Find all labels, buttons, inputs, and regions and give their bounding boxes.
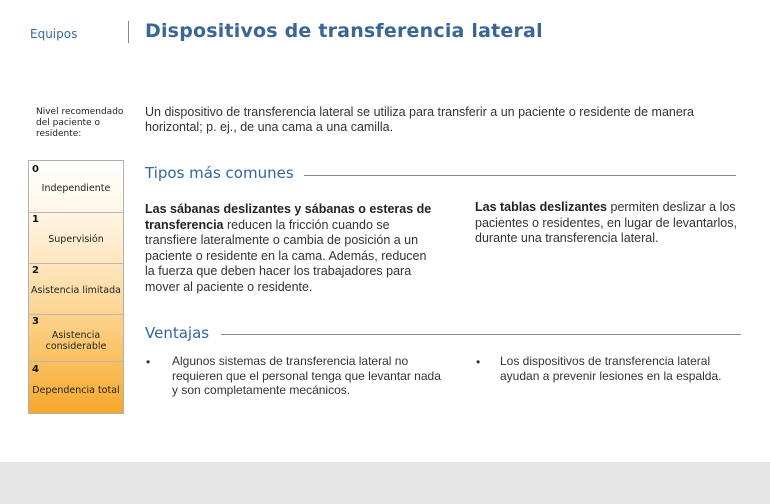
level-0-number: 0 bbox=[32, 164, 39, 175]
bullet-icon: • bbox=[146, 355, 151, 369]
tipos-right-bold: Las tablas deslizantes bbox=[475, 200, 608, 214]
level-2-label: Asistencia limitada bbox=[31, 285, 121, 296]
level-4-label: Dependencia total bbox=[32, 385, 120, 396]
intro-paragraph: Un dispositivo de transferencia lateral se utiliza para transferir a un paciente o residente de manera horizontal; p. ej., de una cama a una camilla. bbox=[145, 105, 694, 134]
header-divider bbox=[128, 21, 129, 43]
tipos-left-paragraph bbox=[145, 202, 433, 295]
page-title: Dispositivos de transferencia lateral bbox=[145, 20, 543, 42]
level-label: Nivel recomendado del paciente o residente: bbox=[36, 107, 124, 139]
tipos-right-text: permiten deslizar a los pacientes o residentes, en lugar de levantarlos, durante una transferencia lateral. bbox=[475, 200, 737, 245]
level-divider bbox=[29, 263, 123, 264]
ventajas-heading-rule bbox=[221, 334, 741, 335]
section-label: Equipos bbox=[30, 27, 78, 41]
level-3-label-line1: Asistencia bbox=[51, 330, 101, 341]
tipos-left-text: reducen la fricción cuando se transfiere lateralmente o cambia de posición a un paciente o residente en la cama. Además, reducen la fuerza que deben hacer los trabajadores para mover al paciente o residente. bbox=[145, 217, 427, 294]
ventajas-heading: Ventajas bbox=[145, 324, 210, 342]
level-divider bbox=[29, 212, 123, 213]
level-0-label: Independiente bbox=[41, 183, 111, 194]
ventajas-item-2: Los dispositivos de transferencia lateral ayudan a prevenir lesiones en la espalda. bbox=[500, 354, 722, 383]
level-divider bbox=[29, 361, 123, 362]
level-3-label-line2: considerable bbox=[45, 341, 107, 352]
footer-band bbox=[0, 462, 770, 504]
assistance-level-scale bbox=[28, 160, 124, 414]
level-4-number: 4 bbox=[32, 364, 39, 375]
ventajas-item-1: Algunos sistemas de transferencia lateral no requieren que el personal tenga que levantar nada y son completamente mecánicos. bbox=[172, 354, 441, 397]
tipos-right-paragraph bbox=[475, 200, 745, 247]
level-2-number: 2 bbox=[32, 265, 39, 276]
tipos-left-bold: Las sábanas deslizantes y sábanas o esteras de transferencia bbox=[145, 202, 432, 232]
bullet-icon: • bbox=[476, 355, 481, 369]
level-3-number: 3 bbox=[32, 316, 39, 327]
level-1-number: 1 bbox=[32, 214, 39, 225]
tipos-heading-rule bbox=[304, 175, 736, 176]
level-divider bbox=[29, 314, 123, 315]
tipos-heading: Tipos más comunes bbox=[145, 164, 294, 182]
level-1-label: Supervisión bbox=[48, 234, 104, 245]
